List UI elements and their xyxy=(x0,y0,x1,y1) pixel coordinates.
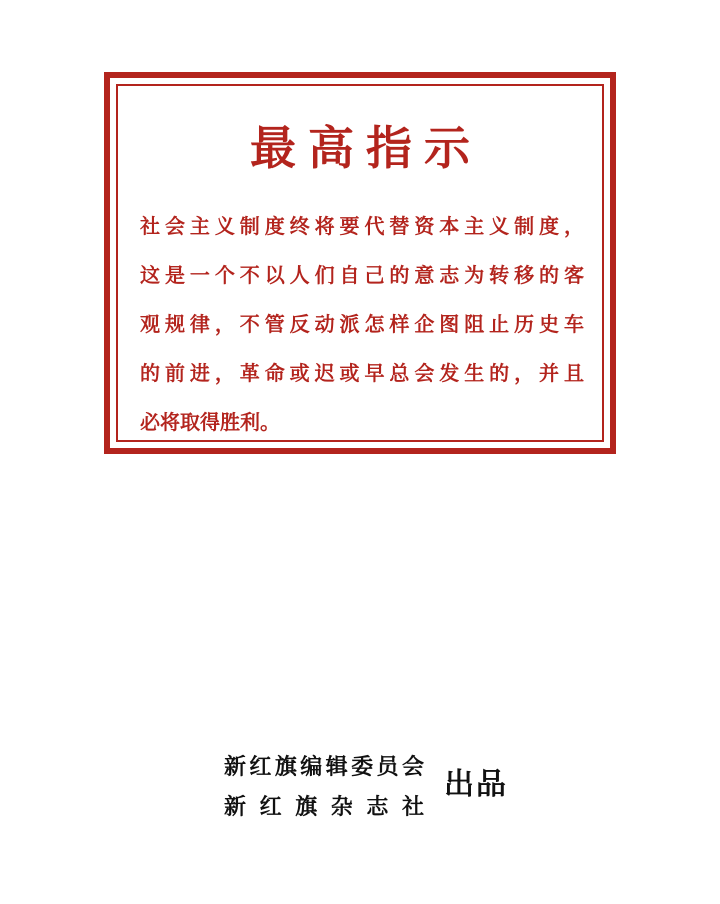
quotation-line: 观规律，不管反动派怎样企图阻止历史车 xyxy=(140,312,584,336)
publisher-editorial-board: 新红旗编辑委员会 xyxy=(224,755,424,780)
quotation-frame xyxy=(104,72,616,454)
quotation-line: 这是一个不以人们自己的意志为转移的客 xyxy=(140,263,584,287)
quotation-line: 社会主义制度终将要代替资本主义制度， xyxy=(140,214,584,238)
quotation-line: 的前进，革命或迟或早总会发生的，并且 xyxy=(140,361,584,385)
quotation-title: 最高指示 xyxy=(250,121,482,175)
quotation-body xyxy=(140,202,584,447)
publisher-block xyxy=(224,748,424,828)
publisher-magazine: 新红旗杂志社 xyxy=(224,795,424,820)
quotation-line: 必将取得胜利。 xyxy=(140,410,280,434)
publisher-suffix: 出品 xyxy=(444,767,508,802)
